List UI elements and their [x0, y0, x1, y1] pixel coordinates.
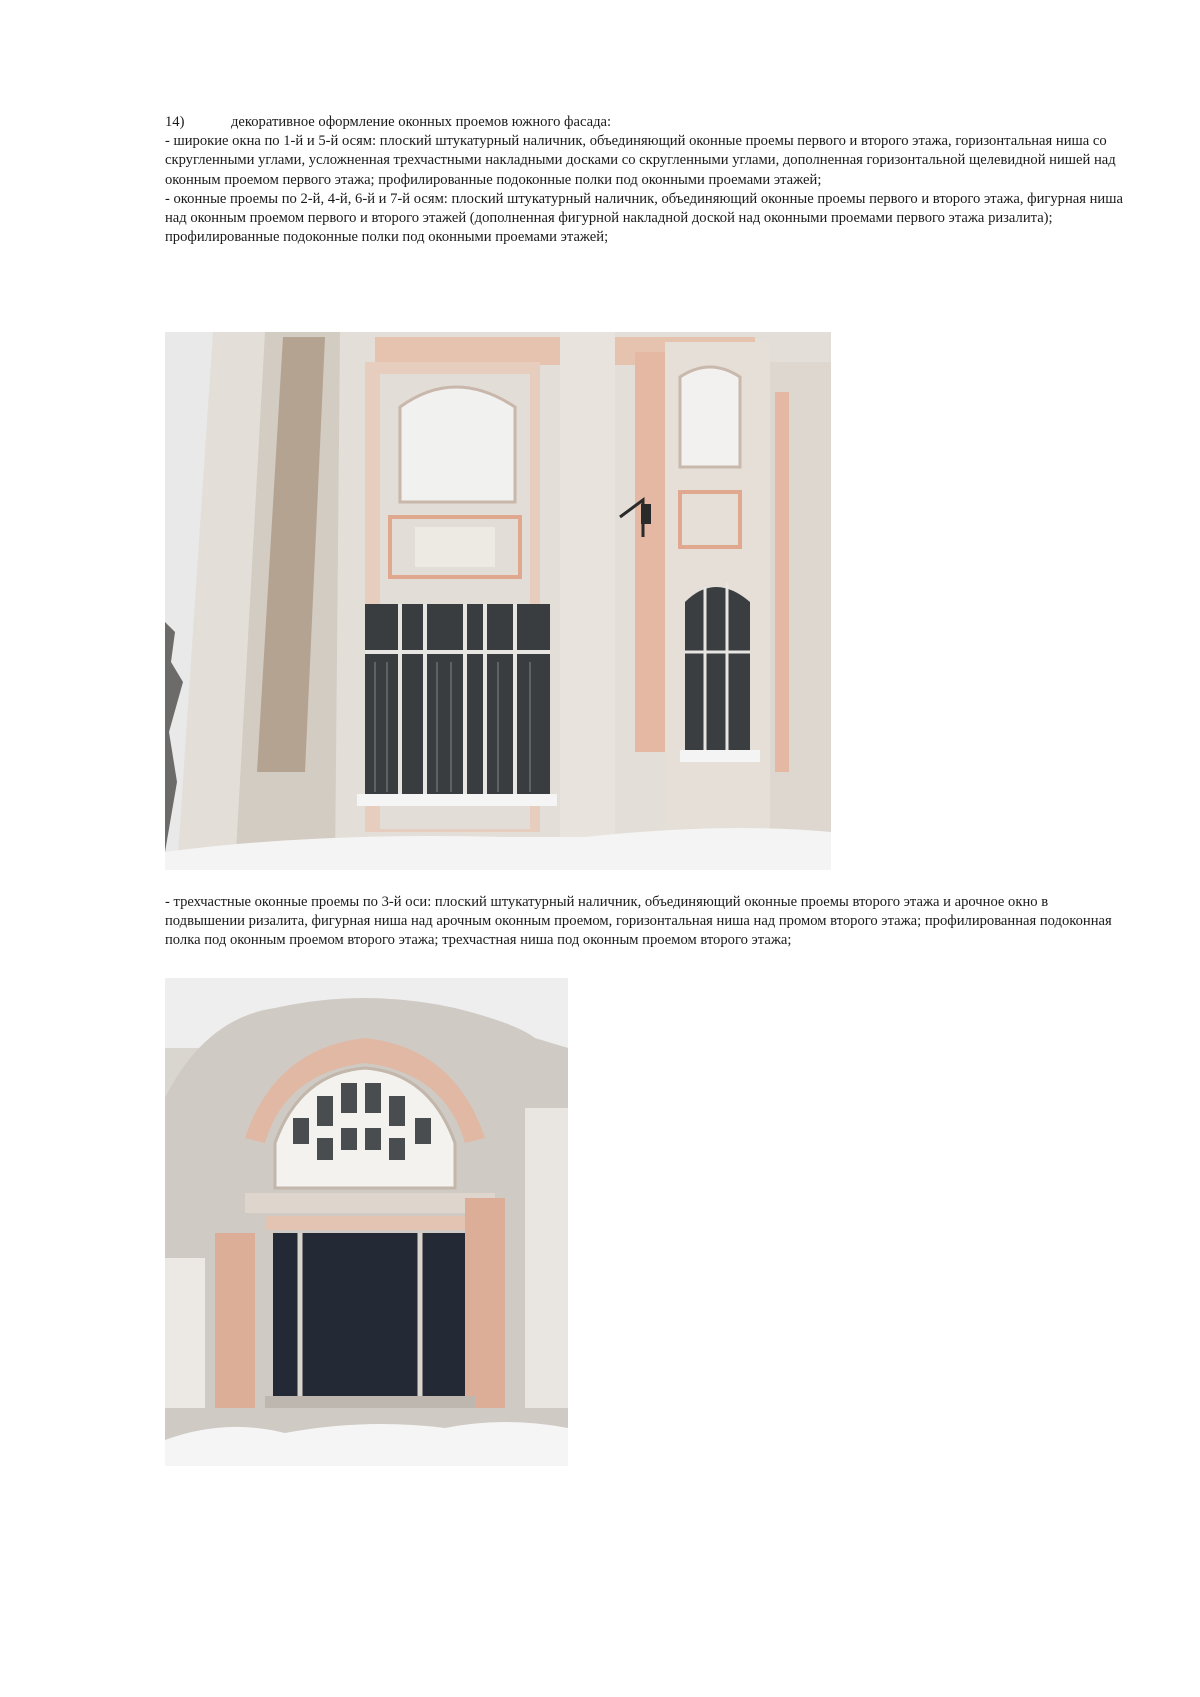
- section-heading: [165, 113, 1125, 132]
- paragraph-item-1: - широкие окна по 1-й и 5-й осям: плоский штукатурный наличник, объединяющий оконные проемы первого и второго этажа, горизонтальная ниша со скругленными углами, усложненная трехчастными накладными досками со скругленными углами, дополненная горизонтальной щелевидной нишей над оконным проемом первого этажа; профилированные подоконные полки под оконными проемами этажей;: [165, 133, 1116, 188]
- section-intro: [165, 113, 1125, 247]
- facade-photo-2-illustration: [165, 978, 568, 1466]
- section-title: декоративное оформление оконных проемов южного фасада:: [231, 114, 612, 130]
- facade-photo-wide-windows: [165, 332, 831, 870]
- facade-photo-1-illustration: [165, 332, 831, 870]
- section-item-3: [165, 893, 1125, 951]
- section-number: 14): [165, 114, 185, 130]
- paragraph-item-3: - трехчастные оконные проемы по 3-й оси: плоский штукатурный наличник, объединяющий оконные проемы второго этажа и арочное окно в подвышении ризалита, фигурная ниша над арочным оконным проемом, горизонтальная ниша над промом второго этажа; профилированная подоконная полка под оконным проемом второго этажа; трехчастная ниша под оконным проемом второго этажа;: [165, 894, 1112, 949]
- paragraph-item-2: - оконные проемы по 2-й, 4-й, 6-й и 7-й осям: плоский штукатурный наличник, объединяющий оконные проемы первого и второго этажа, фигурная ниша над оконным проемом первого и второго этажей (дополненная фигурной накладной доской над оконными проемами первого этажа ризалита); профилированные подоконные полки под оконными проемами этажей;: [165, 190, 1123, 246]
- facade-photo-arched-window: [165, 978, 568, 1466]
